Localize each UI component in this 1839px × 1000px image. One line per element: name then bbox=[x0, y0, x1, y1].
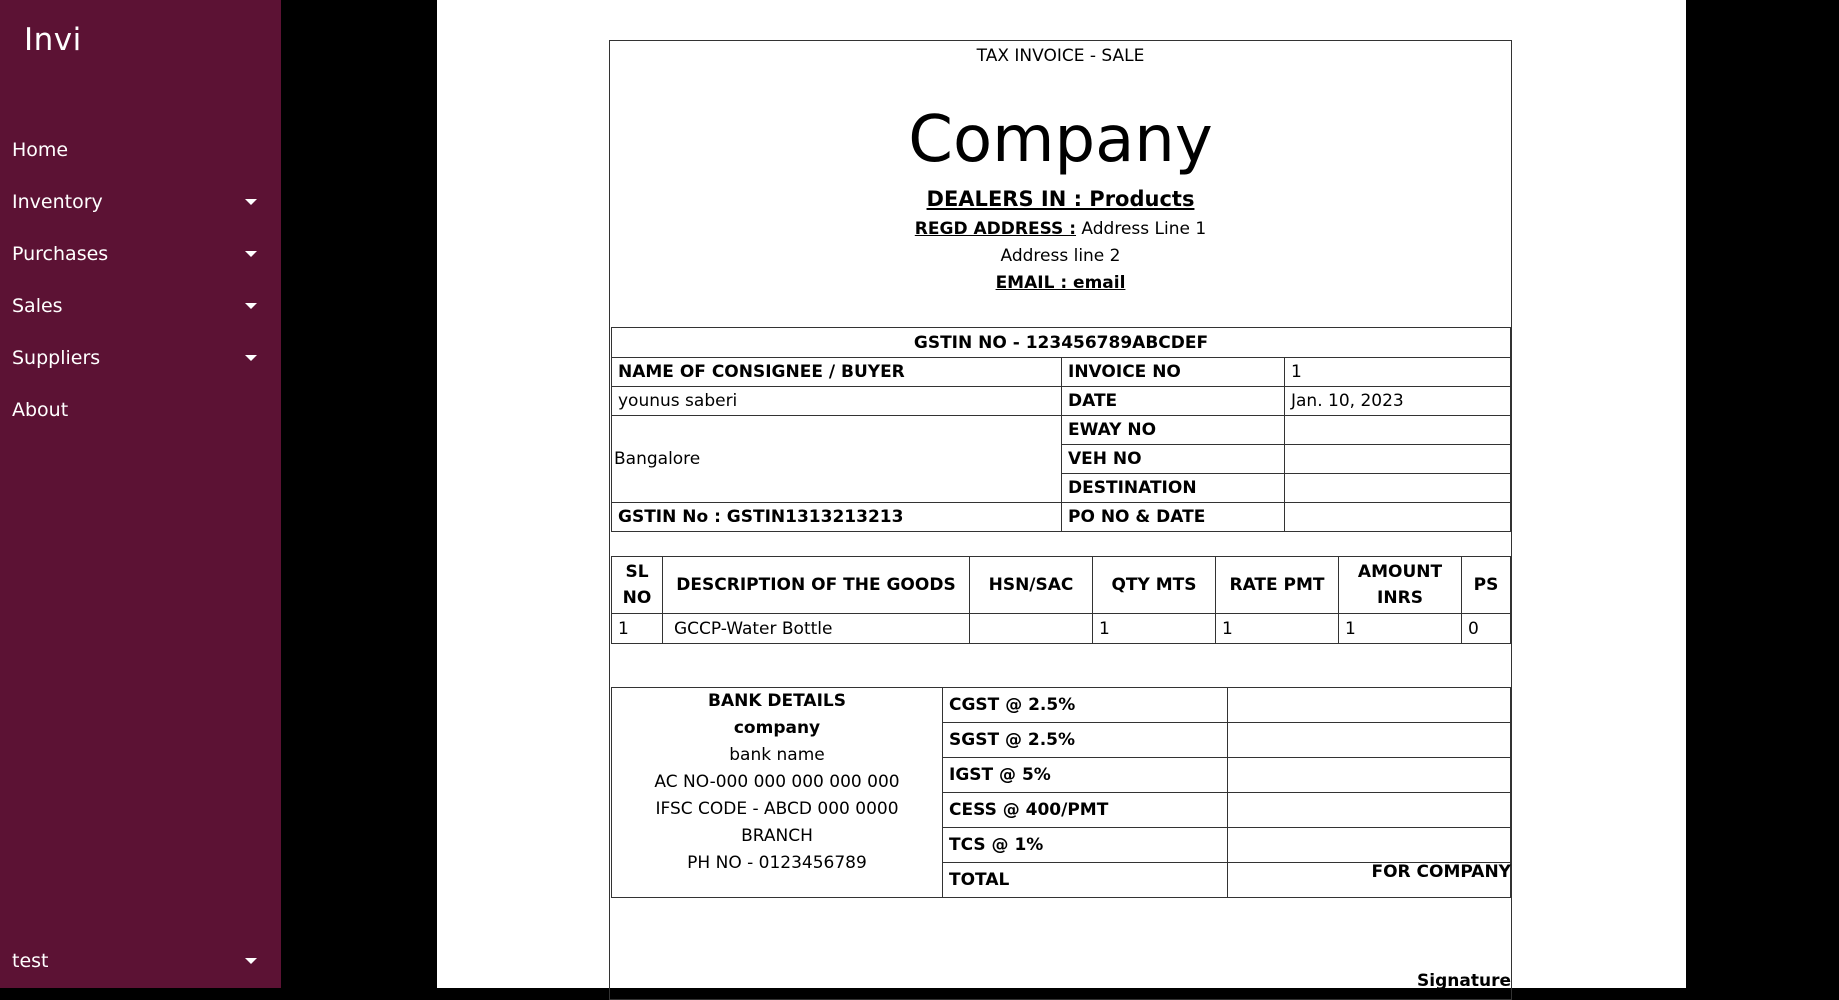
col-qty: QTY MTS bbox=[1093, 557, 1216, 614]
invoice-no-value: 1 bbox=[1285, 358, 1511, 387]
item-amount: 1 bbox=[1339, 614, 1462, 644]
destination-label: DESTINATION bbox=[1062, 474, 1285, 503]
bank-name: bank name bbox=[729, 745, 825, 765]
item-hsn bbox=[970, 614, 1093, 644]
app-logo[interactable]: Invi bbox=[24, 22, 82, 58]
nav-home-label: Home bbox=[12, 139, 69, 161]
main-page bbox=[437, 0, 1686, 991]
table-row bbox=[612, 614, 1511, 644]
caret-down-icon bbox=[245, 251, 257, 257]
bank-ifsc: IFSC CODE - ABCD 000 0000 bbox=[655, 799, 899, 819]
eway-no-value bbox=[1285, 416, 1511, 445]
eway-no-label: EWAY NO bbox=[1062, 416, 1285, 445]
items-table bbox=[611, 556, 1511, 644]
col-sl-no: SL NO bbox=[612, 557, 663, 614]
signature-label: Signature bbox=[1417, 971, 1511, 991]
company-name: Company bbox=[908, 103, 1213, 177]
sgst-value bbox=[1228, 723, 1511, 758]
po-no-date-value bbox=[1285, 503, 1511, 532]
nav-inventory-label: Inventory bbox=[12, 191, 103, 213]
nav-purchases-label: Purchases bbox=[12, 243, 109, 265]
gstin-header: GSTIN NO - 123456789ABCDEF bbox=[612, 328, 1511, 358]
tcs-label: TCS @ 1% bbox=[943, 828, 1228, 863]
tcs-value bbox=[1228, 828, 1511, 863]
regd-address-label: REGD ADDRESS : bbox=[914, 219, 1077, 239]
veh-no-label: VEH NO bbox=[1062, 445, 1285, 474]
cgst-label: CGST @ 2.5% bbox=[943, 688, 1228, 723]
item-qty: 1 bbox=[1093, 614, 1216, 644]
col-amount: AMOUNT INRS bbox=[1339, 557, 1462, 614]
dealers-line: DEALERS IN : Products bbox=[926, 187, 1195, 211]
col-hsn-sac: HSN/SAC bbox=[970, 557, 1093, 614]
nav-suppliers[interactable] bbox=[0, 336, 281, 380]
item-sl: 1 bbox=[612, 614, 663, 644]
cess-label: CESS @ 400/PMT bbox=[943, 793, 1228, 828]
address-line-1-value: Address Line 1 bbox=[1081, 219, 1207, 239]
consignee-label: NAME OF CONSIGNEE / BUYER bbox=[612, 358, 1062, 387]
invoice-no-label: INVOICE NO bbox=[1062, 358, 1285, 387]
email-line: EMAIL : email bbox=[995, 273, 1126, 293]
nav-sales[interactable] bbox=[0, 284, 281, 328]
col-ps: PS bbox=[1462, 557, 1511, 614]
veh-no-value bbox=[1285, 445, 1511, 474]
item-description: GCCP-Water Bottle bbox=[663, 614, 970, 644]
cgst-value bbox=[1228, 688, 1511, 723]
nav-purchases[interactable] bbox=[0, 232, 281, 276]
item-ps: 0 bbox=[1462, 614, 1511, 644]
sgst-label: SGST @ 2.5% bbox=[943, 723, 1228, 758]
user-name: test bbox=[12, 950, 49, 972]
address-line-2: Address line 2 bbox=[1000, 246, 1121, 266]
bank-phone: PH NO - 0123456789 bbox=[687, 853, 867, 873]
items-header-row bbox=[612, 557, 1511, 614]
caret-down-icon bbox=[245, 303, 257, 309]
col-rate: RATE PMT bbox=[1216, 557, 1339, 614]
total-label: TOTAL bbox=[943, 863, 1228, 898]
caret-down-icon bbox=[245, 958, 257, 964]
invoice-document bbox=[609, 40, 1512, 1000]
consignee-city: Bangalore bbox=[612, 416, 1062, 503]
cess-value bbox=[1228, 793, 1511, 828]
bank-details bbox=[612, 688, 943, 898]
nav-suppliers-label: Suppliers bbox=[12, 347, 101, 369]
date-label: DATE bbox=[1062, 387, 1285, 416]
caret-down-icon bbox=[245, 355, 257, 361]
nav-home[interactable] bbox=[0, 128, 281, 172]
user-menu[interactable] bbox=[0, 939, 281, 983]
invoice-title: TAX INVOICE - SALE bbox=[976, 46, 1145, 66]
nav-inventory[interactable] bbox=[0, 180, 281, 224]
buyer-details-table bbox=[611, 327, 1511, 532]
consignee-gstin: GSTIN No : GSTIN1313213213 bbox=[612, 503, 1062, 532]
bank-account-name: company bbox=[733, 718, 821, 738]
bank-branch: BRANCH bbox=[741, 826, 813, 846]
bank-details-title: BANK DETAILS bbox=[708, 691, 846, 711]
igst-value bbox=[1228, 758, 1511, 793]
nav-about[interactable] bbox=[0, 388, 281, 432]
destination-value bbox=[1285, 474, 1511, 503]
bank-ac-no: AC NO-000 000 000 000 000 bbox=[654, 772, 900, 792]
item-rate: 1 bbox=[1216, 614, 1339, 644]
nav-about-label: About bbox=[12, 399, 69, 421]
consignee-name: younus saberi bbox=[612, 387, 1062, 416]
for-company-label: FOR COMPANY bbox=[1371, 862, 1511, 882]
sidebar bbox=[0, 0, 281, 988]
igst-label: IGST @ 5% bbox=[943, 758, 1228, 793]
po-no-date-label: PO NO & DATE bbox=[1062, 503, 1285, 532]
nav-sales-label: Sales bbox=[12, 295, 63, 317]
address-line-1 bbox=[610, 219, 1511, 239]
col-description: DESCRIPTION OF THE GOODS bbox=[663, 557, 970, 614]
date-value: Jan. 10, 2023 bbox=[1285, 387, 1511, 416]
caret-down-icon bbox=[245, 199, 257, 205]
